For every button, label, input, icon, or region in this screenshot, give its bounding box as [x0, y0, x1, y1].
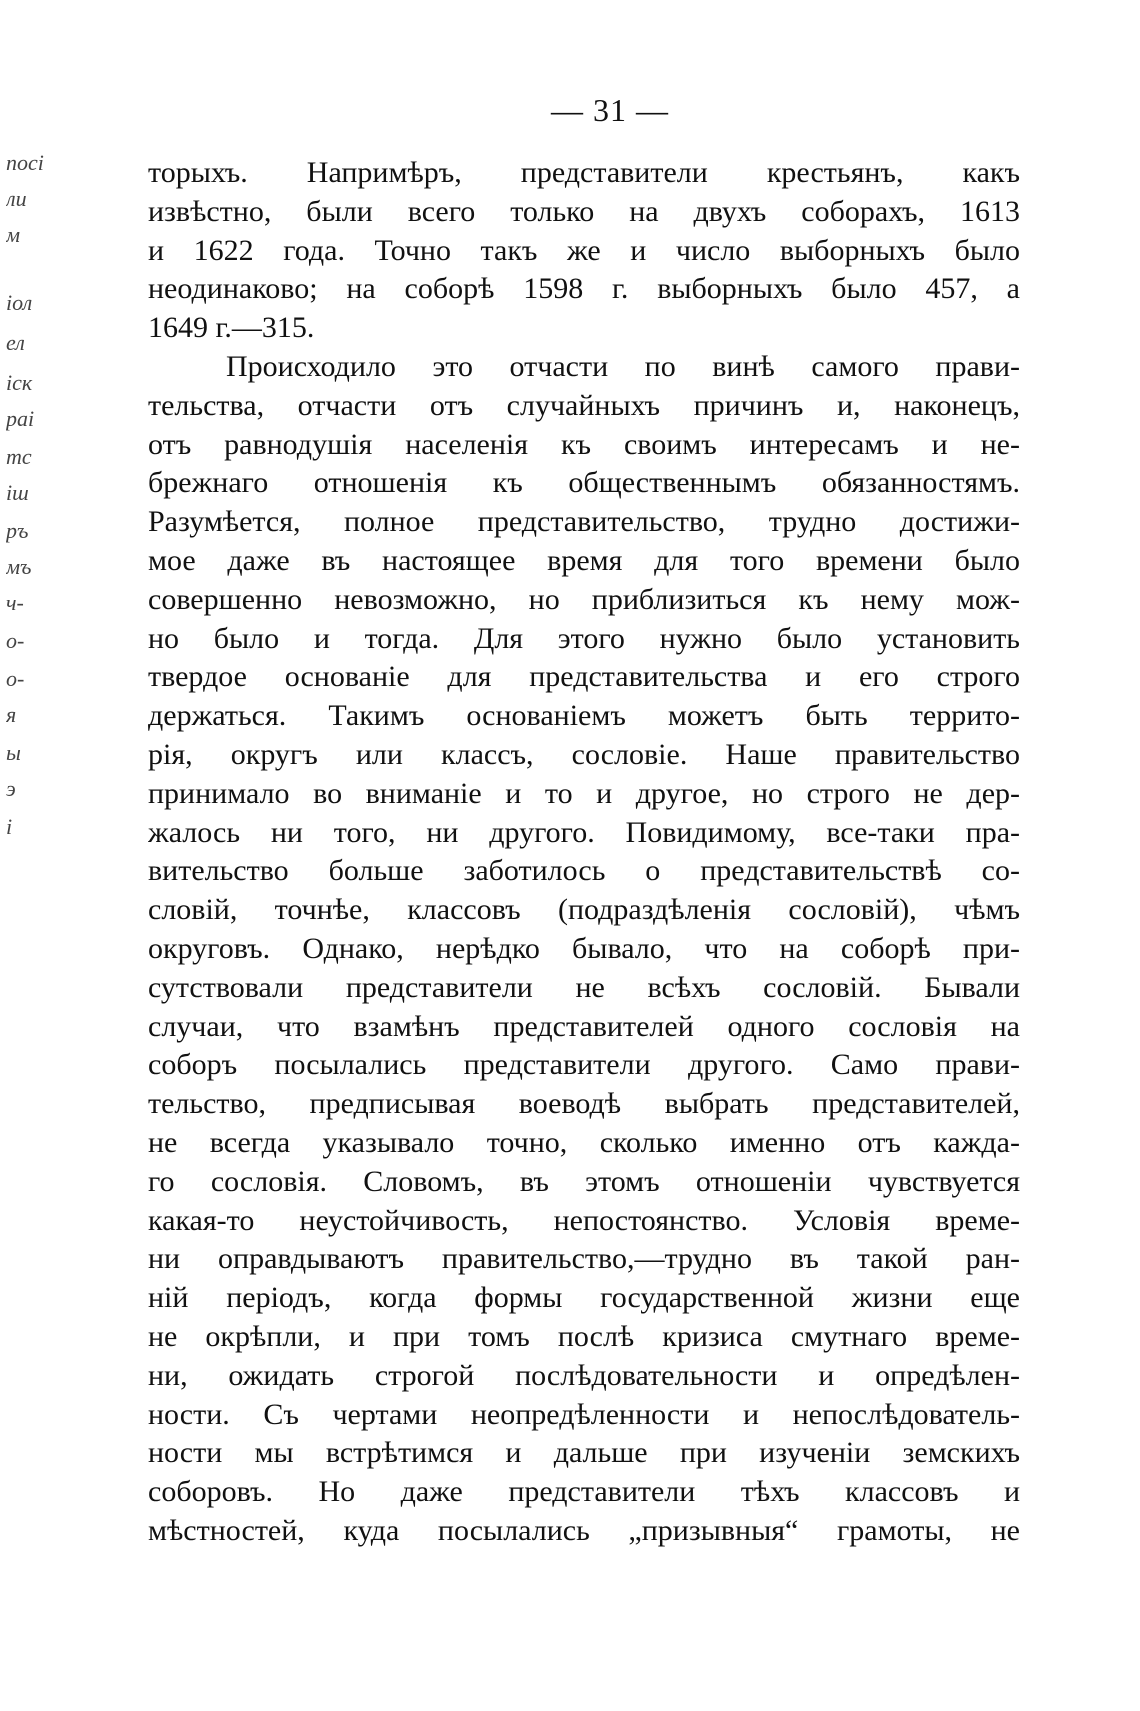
margin-fragment: о-: [6, 666, 25, 691]
margin-fragment: э: [6, 776, 16, 801]
text-line: извѣстно, были всего только на двухъ соборахъ, 1613: [148, 194, 1020, 228]
text-line: сутствовали представители не всѣхъ сословій. Бывали: [148, 970, 1020, 1004]
text-line: твердое основаніе для представительства и его строго: [148, 660, 1020, 694]
text-line: какая-то неустойчивость, непостоянство. Условія време-: [148, 1203, 1020, 1237]
text-line: неодинаково; на соборѣ 1598 г. выборныхъ было 457, а: [148, 272, 1020, 306]
text-line: и 1622 года. Точно такъ же и число выборныхъ было: [148, 233, 1020, 267]
text-line: 1649 г.—315.: [148, 311, 315, 345]
text-line: ній періодъ, когда формы государственной жизни еще: [148, 1281, 1020, 1315]
text-line: держаться. Такимъ основаніемъ можетъ быть террито-: [148, 699, 1020, 733]
text-line: ни оправдываютъ правительство,—трудно въ такой ран-: [148, 1242, 1020, 1276]
margin-fragment: іол: [6, 290, 33, 315]
paragraph-start-line: Происходило это отчасти по винѣ самого прави-: [226, 349, 1020, 383]
margin-fragment: ч-: [6, 590, 24, 615]
text-line: ности мы встрѣтимся и дальше при изученіи земскихъ: [148, 1436, 1020, 1470]
page-number: — 31 —: [551, 92, 669, 128]
text-line: округовъ. Однако, нерѣдко бывало, что на соборѣ при-: [148, 931, 1020, 965]
margin-fragment: ел: [6, 330, 25, 355]
margin-fragment: посі: [6, 150, 44, 175]
margin-fragment: мъ: [6, 554, 32, 579]
margin-fragment: ръ: [6, 518, 29, 543]
text-line: ни, ожидать строгой послѣдовательности и опредѣлен-: [148, 1358, 1020, 1392]
text-line: Разумѣется, полное представительство, трудно достижи-: [148, 505, 1020, 539]
margin-fragment: тс: [6, 444, 32, 469]
text-line: отъ равнодушія населенія къ своимъ интересамъ и не-: [148, 427, 1020, 461]
margin-fragment: іш: [6, 480, 29, 505]
text-line: мое даже въ настоящее время для того времени было: [148, 543, 1020, 577]
text-line: случаи, что взамѣнъ представителей одного сословія на: [148, 1009, 1020, 1043]
margin-fragment: о-: [6, 628, 25, 653]
text-line: совершенно невозможно, но приблизиться къ нему мож-: [148, 582, 1020, 616]
text-line: принимало во вниманіе и то и другое, но строго не дер-: [148, 776, 1020, 810]
text-line: жалось ни того, ни другого. Повидимому, все-таки пра-: [148, 815, 1020, 849]
text-line: ности. Съ чертами неопредѣленности и непослѣдователь-: [148, 1397, 1020, 1431]
margin-fragment: м: [6, 222, 21, 247]
text-line: тельство, предписывая воеводѣ выбрать представителей,: [148, 1087, 1020, 1121]
text-line: не всегда указывало точно, сколько именно отъ кажда-: [148, 1125, 1020, 1159]
margin-fragment: раі: [6, 406, 35, 431]
text-line: не окрѣпли, и при томъ послѣ кризиса смутнаго време-: [148, 1319, 1020, 1353]
text-line: брежнаго отношенія къ общественнымъ обязанностямъ.: [148, 466, 1020, 500]
text-line: вительство больше заботилось о представительствѣ со-: [148, 854, 1020, 888]
text-line: торыхъ. Напримѣръ, представители крестьянъ, какъ: [148, 156, 1020, 189]
text-line: соборъ посылались представители другого. Само прави-: [148, 1048, 1020, 1082]
text-line: словій, точнѣе, классовъ (подраздѣленія сословій), чѣмъ: [148, 893, 1020, 927]
margin-fragment: ы: [6, 740, 21, 765]
text-line: но было и тогда. Для этого нужно было установить: [148, 621, 1020, 655]
adjacent-page-margin: [0, 150, 88, 1050]
text-line: го сословія. Словомъ, въ этомъ отношеніи чувствуется: [148, 1164, 1020, 1198]
body-text: [148, 154, 1020, 1551]
margin-fragment: і: [6, 814, 13, 839]
text-line: соборовъ. Но даже представители тѣхъ классовъ и: [148, 1475, 1020, 1509]
text-line: мѣстностей, куда посылались „призывныя“ грамоты, не: [148, 1513, 1020, 1547]
margin-fragment: я: [6, 702, 17, 727]
text-line: рія, округъ или классъ, сословіе. Наше правительство: [148, 737, 1020, 771]
text-line: тельства, отчасти отъ случайныхъ причинъ и, наконецъ,: [148, 388, 1020, 422]
margin-fragment: іск: [6, 370, 33, 395]
margin-fragment: ли: [6, 186, 27, 211]
